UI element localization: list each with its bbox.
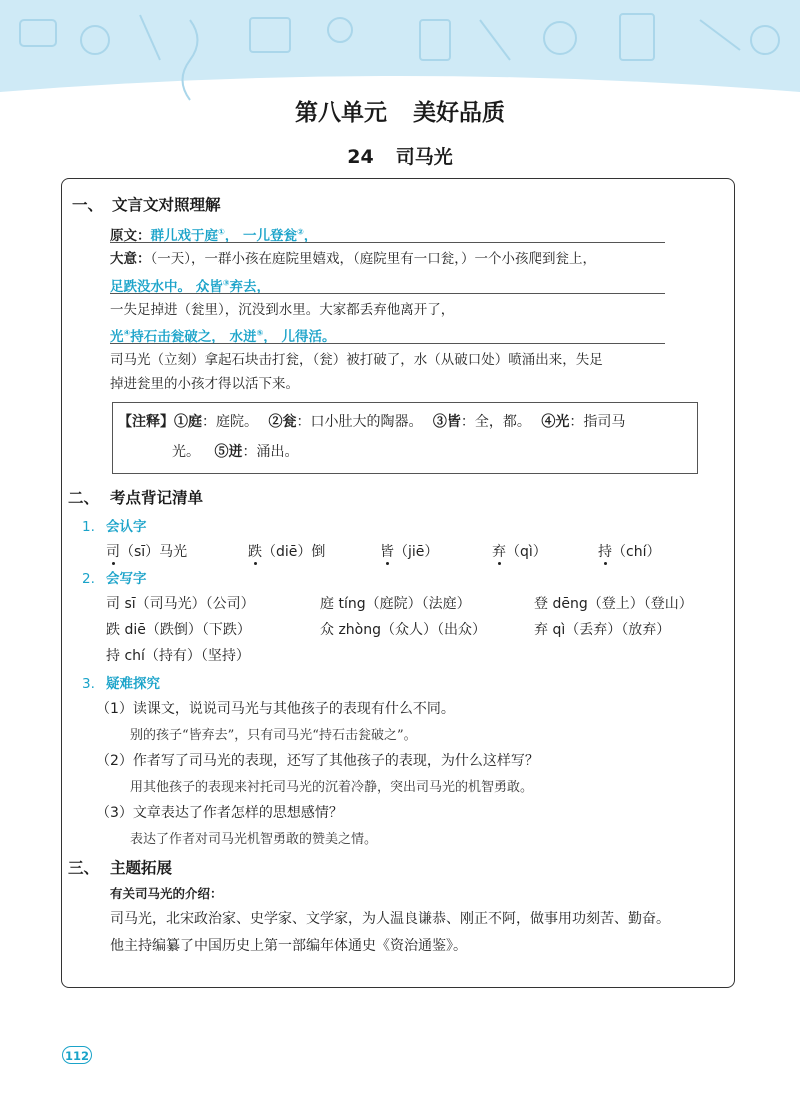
recognize-char-glyph: 司 [106,544,120,560]
original-text-2a: 足跌没水中。 众皆 [110,279,223,295]
original-text-3b: 持石击瓮破之， 水迸 [130,329,257,345]
question-1: （1）读课文，说说司马光与其他孩子的表现有什么不同。 [96,701,455,717]
subsection-title: 会认字 [106,519,147,535]
section1-number: 一、 [72,196,104,214]
underline [110,242,665,243]
section2-number: 二、 [68,489,100,507]
recognize-char-glyph: 弃 [492,544,506,560]
recognize-chars-row [0,541,800,561]
note-2-text: ：口小肚大的陶器。 [296,414,423,430]
footnote-3: ③ [222,278,230,288]
recognize-char-pinyin: （sī）马光 [120,544,188,560]
original-label: 原文： [110,228,151,244]
original-text-1a: 群儿戏于庭 [150,228,218,244]
section2-title: 考点背记清单 [110,489,204,507]
original-text-1b: ， 一儿登瓮 [224,228,297,244]
recognize-char-pinyin: （qì） [506,544,547,560]
note-1-text: ：庭院。 [202,414,258,430]
footnote-1: ① [218,227,225,237]
note-3-text: ：全，都。 [460,414,531,430]
section1-title: 文言文对照理解 [112,196,221,214]
unit-number: 第八单元 [295,100,387,126]
note-4-term: ④光 [541,414,570,430]
write-char: 庭 tíng（庭院）（法庭） [320,596,471,612]
section1-heading [72,193,221,215]
answer-1: 别的孩子“皆弃去”，只有司马光“持石击瓮破之”。 [130,728,417,743]
write-char: 登 dēng（登上）（登山） [534,596,693,612]
footnote-2: ② [296,227,304,237]
write-char: 跌 diē（跌倒）（下跌） [106,622,251,638]
section3-number: 三、 [68,859,100,877]
write-char: 司 sī（司马光）（公司） [106,596,255,612]
underline [110,293,665,294]
footnote-5: ⑤ [256,328,264,338]
section3-heading [68,856,172,878]
meaning-line-2: 一失足掉进（瓮里），沉没到水里。大家都丢弃他离开了， [110,302,455,318]
recognize-char [598,541,660,561]
recognize-char-glyph: 跌 [248,544,262,560]
recognize-char-pinyin: （jiē） [394,544,439,560]
original-line-1 [110,224,317,244]
note-1-term: ①庭 [174,414,202,430]
recognize-char-glyph: 持 [598,544,612,560]
subsection-title: 疑难探究 [106,676,160,692]
meaning-label: 大意： [110,251,151,267]
intro-line-2: 他主持编纂了中国历史上第一部编年体通史《资治通鉴》。 [110,938,467,954]
recognize-char [248,541,325,561]
intro-line-1: 司马光，北宋政治家、史学家、文学家，为人温良谦恭、刚正不阿，做事用功刻苦、勤奋。 [110,911,670,927]
meaning-line-3: 司马光（立刻）拿起石块击打瓮，（瓮）被打破了，水（从破口处）喷涌出来，失足 [110,352,603,368]
lesson-name: 司马光 [395,146,453,168]
answer-2: 用其他孩子的表现来衬托司马光的沉着冷静，突出司马光的机智勇敢。 [130,780,534,795]
note-2-term: ②瓮 [268,414,297,430]
note-4-text-cont: 光。 [172,444,200,460]
recognize-char-pinyin: （chí） [612,544,661,560]
unit-theme: 美好品质 [413,100,505,126]
original-line-3 [110,325,335,345]
original-text-2b: 弃去， [229,279,270,295]
recognize-char [106,541,187,561]
note-3-term: ③皆 [432,414,461,430]
subsection-number: 1. [82,519,95,535]
subsection-inquiry [82,672,160,692]
meaning-line-1 [110,247,596,267]
note-5-text: ：涌出。 [242,444,299,460]
recognize-char-pinyin: （diē）倒 [262,544,326,560]
section3-title: 主题拓展 [110,859,173,877]
notes-line-1 [118,411,625,431]
subsection-number: 3. [82,676,95,692]
lesson-title [0,142,800,169]
lesson-number: 24 [347,146,374,168]
note-4-text: ：指司马 [569,414,626,430]
subsection-recognize [82,515,147,535]
page-number: 112 [62,1046,92,1064]
intro-title: 有关司马光的介绍： [110,886,223,901]
notes-label: 【注释】 [118,414,174,430]
recognize-char-glyph: 皆 [380,544,394,560]
notes-line-2 [172,441,298,461]
original-line-2 [110,275,270,295]
original-text-3c: ， 儿得活。 [263,329,336,345]
meaning-text-1: （一天），一群小孩在庭院里嬉戏，（庭院里有一口瓮，）一个小孩爬到瓮上， [150,251,596,267]
question-2: （2）作者写了司马光的表现，还写了其他孩子的表现，为什么这样写？ [96,753,539,769]
write-char: 弃 qì（丢弃）（放弃） [534,622,671,638]
original-text-1c: ， [303,228,318,244]
recognize-char [380,541,438,561]
question-3: （3）文章表达了作者怎样的思想感情？ [96,805,343,821]
section2-heading [68,486,203,508]
recognize-char [492,541,547,561]
write-char: 持 chí（持有）（坚持） [106,648,250,664]
original-text-3a: 光 [110,329,124,345]
note-5-term: ⑤迸 [214,444,243,460]
write-char: 众 zhòng（众人）（出众） [320,622,486,638]
answer-3: 表达了作者对司马光机智勇敢的赞美之情。 [130,832,378,847]
footnote-4: ④ [123,328,131,338]
subsection-number: 2. [82,571,95,587]
meaning-line-4: 掉进瓮里的小孩才得以活下来。 [110,376,299,392]
underline [110,343,665,344]
subsection-write [82,567,147,587]
unit-title [0,94,800,127]
subsection-title: 会写字 [106,571,147,587]
